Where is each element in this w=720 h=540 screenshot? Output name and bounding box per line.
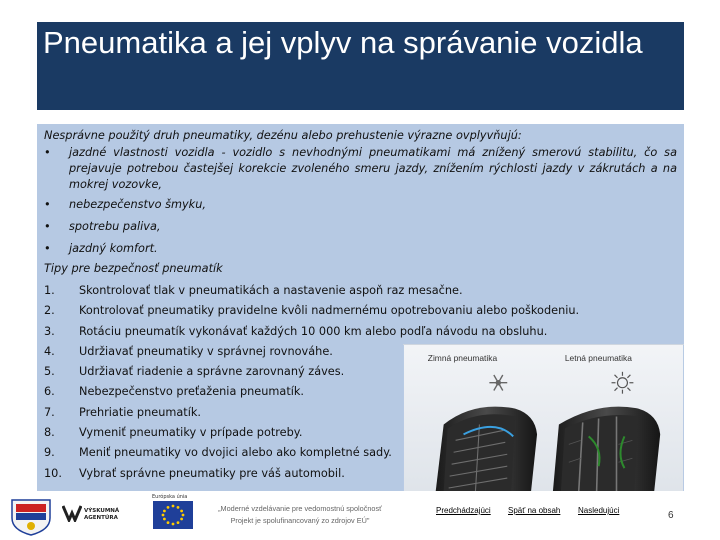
eu-caption: Európska únia [152, 494, 188, 500]
winter-tire [436, 407, 537, 491]
bullet-item [44, 195, 677, 215]
tip-number: 10. [44, 466, 62, 480]
slide-title: Pneumatika a jej vplyv na správanie vozidla [37, 22, 684, 110]
winter-tire-label: Zimná pneumatika [427, 352, 498, 363]
bullet-symbol: • [44, 198, 51, 211]
tip-number: 2. [44, 304, 55, 318]
tip-text: Kontrolovať pneumatiky pravidelne kvôli nadmernému opotrebovaniu alebo poškodeniu. [79, 304, 580, 318]
tip-item [44, 301, 677, 321]
tip-text: Vymeniť pneumatiky v prípade potreby. [79, 426, 303, 440]
intro-text: Nesprávne použitý druh pneumatiky, dezénu alebo prehustenie výrazne ovplyvňujú: [44, 129, 522, 142]
tip-number: 8. [44, 426, 55, 440]
bullet-symbol: • [44, 242, 51, 255]
tip-text: Rotáciu pneumatík vykonávať každých 10 000 km alebo podľa návodu na obsluhu. [79, 324, 548, 338]
tip-text: Nebezpečenstvo preťaženia pneumatík. [79, 385, 305, 399]
quote-line: „Moderné vzdelávanie pre vedomostnú spoločnosť [218, 504, 382, 513]
tip-text: Vybrať správne pneumatiky pre váš automobil. [79, 466, 345, 480]
bullet-text: spotrebu paliva, [69, 220, 161, 233]
tip-number: 1. [44, 284, 55, 297]
project-quote [205, 503, 395, 527]
tip-text: Meniť pneumatiky vo dvojici alebo ako kompletné sady. [79, 446, 392, 460]
tips-title: Tipy pre bezpečnosť pneumatík [44, 262, 223, 275]
previous-link[interactable]: Predchádzajúci [436, 506, 491, 515]
summer-tire-label: Letná pneumatika [564, 352, 632, 363]
tire-comparison-image [403, 344, 684, 491]
agency-mark-icon [62, 504, 82, 522]
school-crest-logo [8, 496, 54, 536]
research-agency-logo [62, 504, 120, 526]
eu-flag-icon [153, 501, 193, 529]
bullet-text: jazdné vlastnosti vozidla - vozidlo s nevhodnými pneumatikami má znížený smerovú stabilitu, čo sa prejavuje potrebou častejšej korekcie zvoleného smeru jazdy, znížením rýchlosti jazdy v zákrutách a na mokrej vozovke, [69, 146, 677, 191]
tip-text: Skontrolovať tlak v pneumatikách a nastavenie aspoň raz mesačne. [79, 284, 463, 297]
page-number: 6 [668, 510, 674, 521]
summer-tire [553, 407, 660, 491]
tip-number: 9. [44, 446, 55, 460]
bullet-text: nebezpečenstvo šmyku, [69, 198, 206, 211]
bullet-item [44, 217, 677, 237]
tip-item [44, 281, 677, 301]
tip-number: 6. [44, 385, 55, 399]
tip-number: 5. [44, 365, 55, 379]
bullet-item [44, 239, 677, 259]
tip-number: 3. [44, 324, 55, 338]
bullet-symbol: • [44, 146, 51, 159]
tip-text: Udržiavať riadenie a správne zarovnaný záves. [79, 365, 345, 379]
bullet-item [44, 145, 677, 193]
tip-item [44, 322, 677, 342]
tip-text: Prehriatie pneumatík. [79, 405, 202, 419]
bullet-symbol: • [44, 220, 51, 233]
quote-line: Projekt je spolufinancovaný zo zdrojov EÚ" [230, 516, 370, 525]
tip-text: Udržiavať pneumatiky v správnej rovnováhe. [79, 344, 333, 358]
tip-number: 7. [44, 405, 55, 419]
next-link[interactable]: Nasledujúci [578, 506, 620, 515]
agency-text: VÝSKUMNÁ AGENTÚRA [84, 508, 120, 521]
bullet-text: jazdný komfort. [69, 242, 158, 255]
footer [0, 492, 720, 540]
table-of-contents-link[interactable]: Späť na obsah [508, 506, 561, 515]
tip-number: 4. [44, 344, 55, 358]
